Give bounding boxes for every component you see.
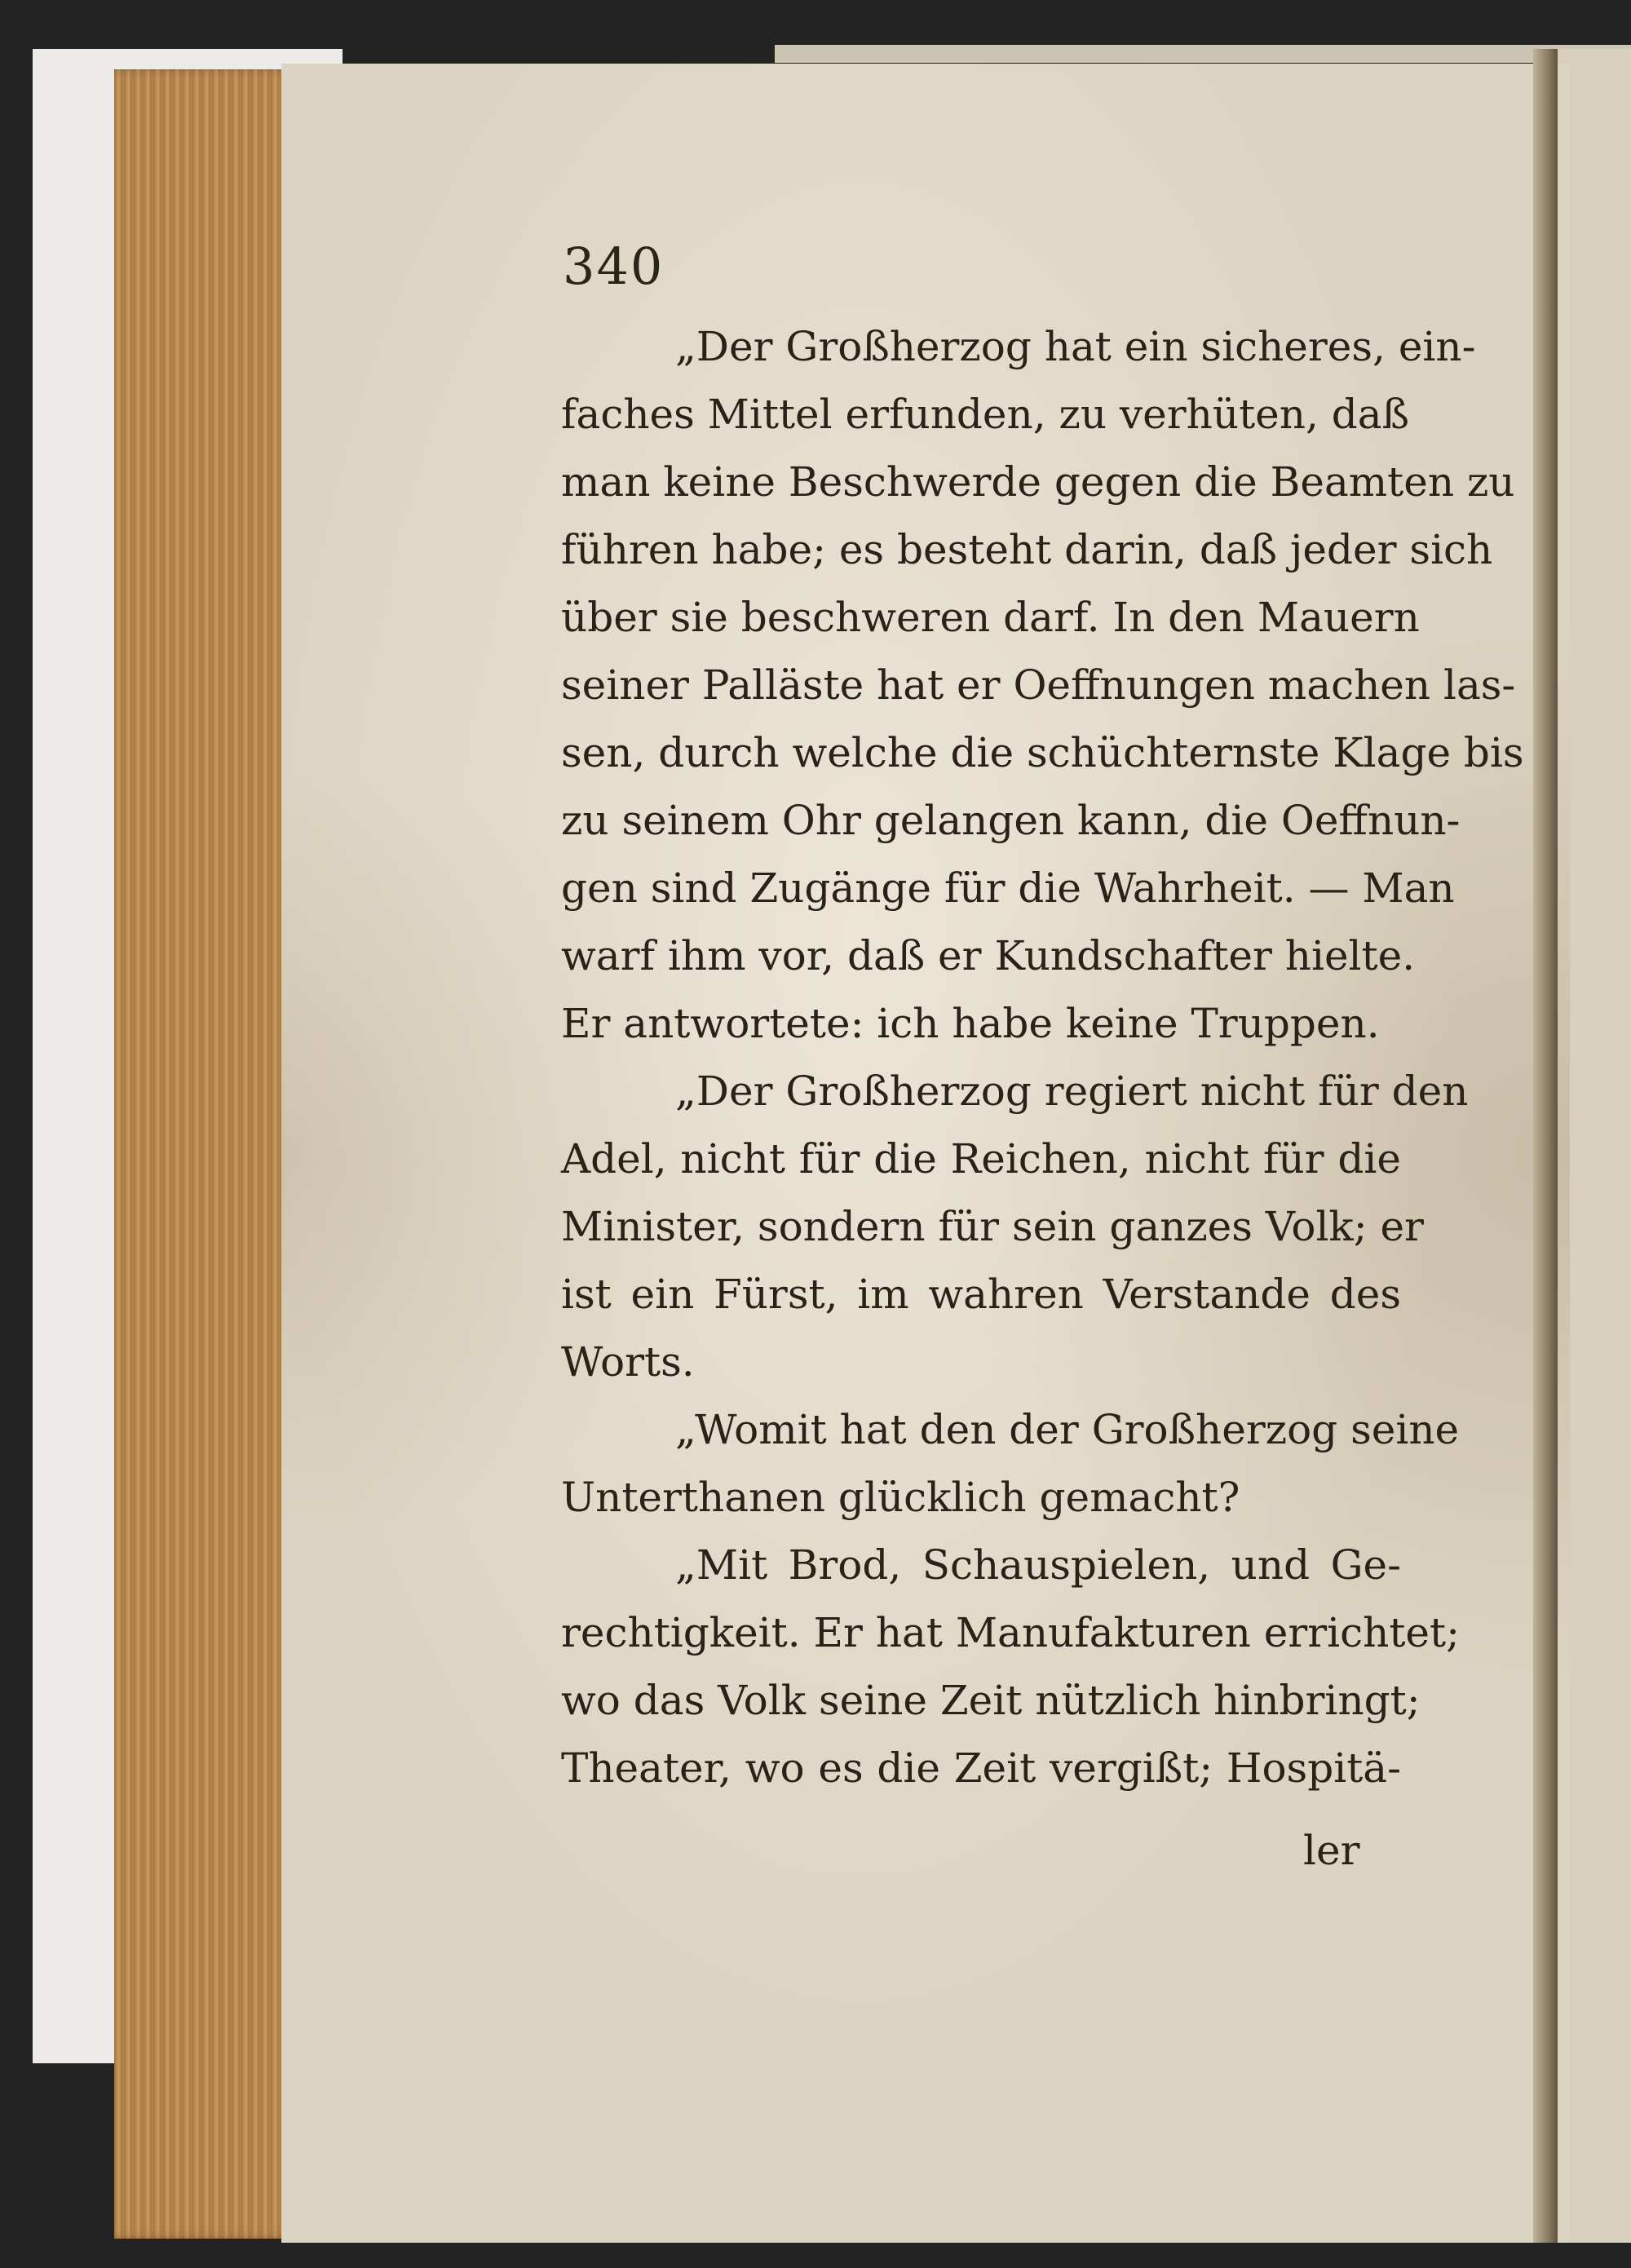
text-line: zu seinem Ohr gelangen kann, die Oeffnun- — [561, 797, 1461, 844]
text-line: Adel, nicht für die Reichen, nicht für die — [561, 1135, 1401, 1183]
text-line: „Womit hat den der Großherzog seine — [675, 1406, 1460, 1453]
book-page-edges — [114, 69, 294, 2239]
text-line: führen habe; es besteht darin, daß jeder sich — [561, 526, 1493, 573]
page-number: 340 — [563, 237, 665, 296]
text-line: gen sind Zugänge für die Wahrheit. — Man — [561, 864, 1455, 912]
page-gutter — [1533, 49, 1558, 2243]
catchword: ler — [1303, 1827, 1360, 1874]
text-line: „Der Großherzog regiert nicht für den — [675, 1068, 1469, 1115]
text-line: Worts. — [561, 1338, 695, 1386]
text-line: „Mit Brod, Schauspielen, und Ge- — [675, 1541, 1401, 1589]
text-line: ist ein Fürst, im wahren Verstande des — [561, 1271, 1401, 1318]
page-top-edge — [775, 45, 1631, 63]
text-line: seiner Palläste hat er Oeffnungen machen las- — [561, 661, 1516, 709]
text-line: Unterthanen glücklich gemacht? — [561, 1474, 1240, 1521]
text-line: Er antwortete: ich habe keine Truppen. — [561, 1000, 1380, 1047]
page-text — [561, 313, 1524, 1802]
text-line: sen, durch welche die schüchternste Klage bis — [561, 729, 1524, 776]
text-line: man keine Beschwerde gegen die Beamten zu — [561, 458, 1515, 506]
text-line: faches Mittel erfunden, zu verhüten, daß — [561, 391, 1409, 438]
text-line: wo das Volk seine Zeit nützlich hinbringt; — [561, 1677, 1421, 1724]
text-line: rechtigkeit. Er hat Manufakturen errichtet; — [561, 1609, 1460, 1656]
text-line: Minister, sondern für sein ganzes Volk; er — [561, 1203, 1424, 1250]
text-line: warf ihm vor, daß er Kundschafter hielte. — [561, 932, 1416, 979]
text-line: „Der Großherzog hat ein sicheres, ein- — [675, 323, 1476, 370]
text-line: über sie beschweren darf. In den Mauern — [561, 594, 1420, 641]
text-line: Theater, wo es die Zeit vergißt; Hospitä- — [561, 1744, 1401, 1792]
